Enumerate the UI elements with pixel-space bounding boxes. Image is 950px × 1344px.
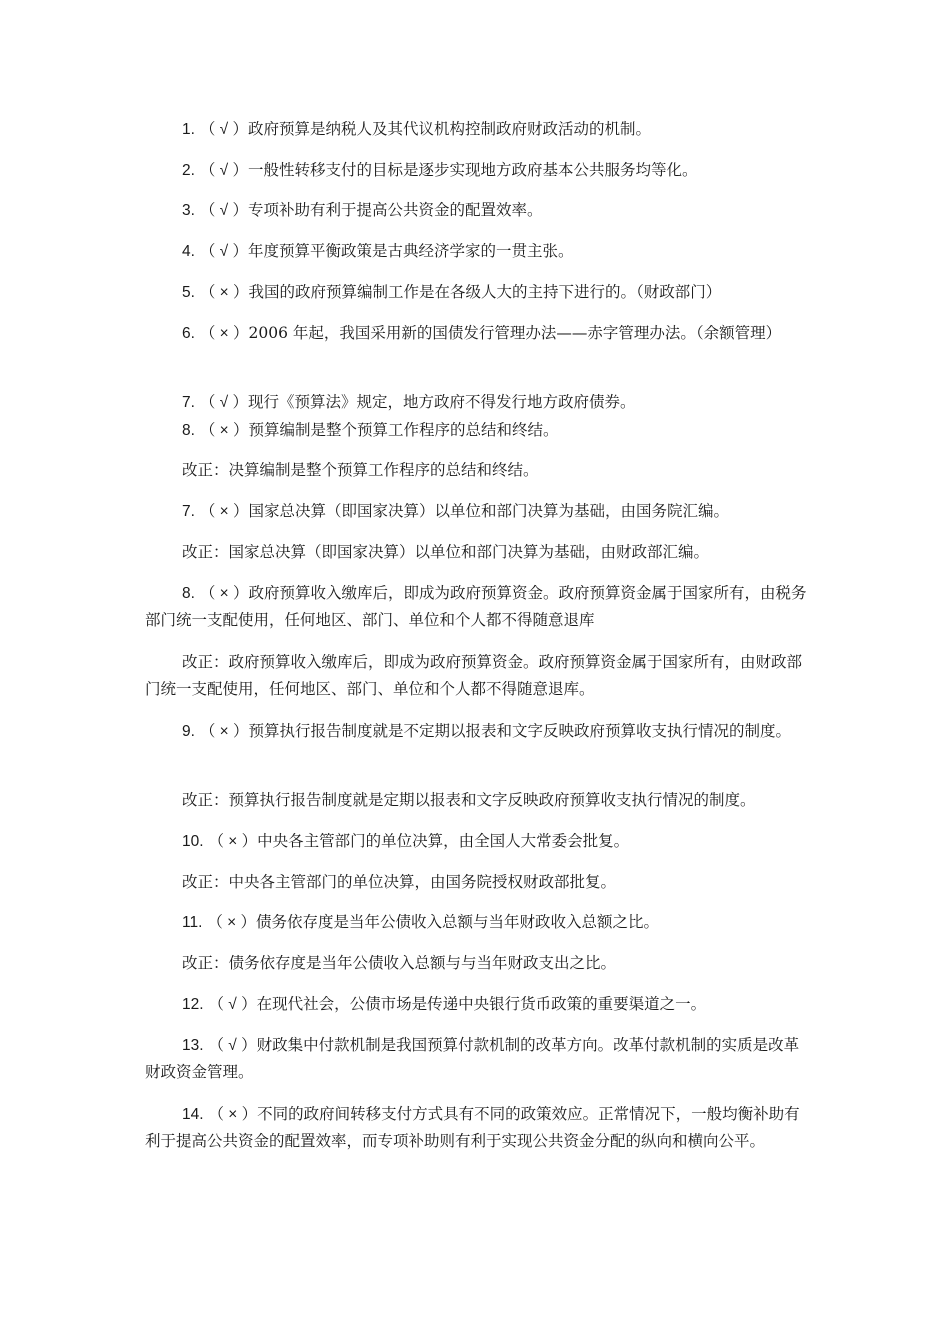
item-text: 中央各主管部门的单位决算，由全国人大常委会批复。 (257, 832, 630, 850)
answer-mark: （ √ ） (199, 394, 248, 411)
item-text: 在现代社会，公债市场是传递中央银行货币政策的重要渠道之一。 (256, 995, 707, 1013)
correction-text: 改正：中央各主管部门的单位决算，由国务院授权财政部批复。 (182, 873, 617, 891)
paragraph-item-10 (145, 828, 810, 855)
paragraph-item-6 (145, 320, 810, 347)
item-text: 2006 年起，我国采用新的国债发行管理办法——赤字管理办法。（余额管理） (248, 324, 782, 342)
item-text: 国家总决算（即国家决算）以单位和部门决算为基础，由国务院汇编。 (248, 502, 730, 520)
item-text: 我国的政府预算编制工作是在各级人大的主持下进行的。（财政部门） (248, 283, 722, 301)
item-text: 政府预算收入缴库后，即成为政府预算资金。政府预算资金属于国家所有，由税务部门统一支配使用，任何地区、部门、单位和个人都不得随意退库 (145, 584, 807, 629)
item-text: 预算执行报告制度就是不定期以报表和文字反映政府预算收支执行情况的制度。 (248, 722, 792, 740)
paragraph-item-11 (145, 909, 810, 936)
correction-text: 改正：国家总决算（即国家决算）以单位和部门决算为基础，由财政部汇编。 (182, 543, 710, 561)
correction-text: 改正：债务依存度是当年公债收入总额与与当年财政支出之比。 (182, 954, 617, 972)
item-number: 8. (182, 422, 195, 439)
item-text: 不同的政府间转移支付方式具有不同的政策效应。正常情况下，一般均衡补助有利于提高公共资金的配置效率，而专项补助则有利于实现公共资金分配的纵向和横向公平。 (145, 1105, 800, 1150)
item-number: 3. (182, 202, 195, 219)
paragraph-item-1 (145, 116, 810, 143)
paragraph-item-12 (145, 991, 810, 1018)
correction-text: 改正：决算编制是整个预算工作程序的总结和终结。 (182, 461, 539, 479)
answer-mark: （ × ） (207, 914, 257, 931)
paragraph-item-8 (145, 417, 810, 444)
paragraph-item-7b (145, 498, 810, 525)
item-number: 7. (182, 503, 195, 520)
answer-mark: （ √ ） (199, 162, 248, 179)
correction-item-8 (145, 457, 810, 484)
answer-mark: （ × ） (199, 585, 249, 602)
paragraph-item-4 (145, 238, 810, 265)
paragraph-item-13 (145, 1032, 810, 1086)
item-number: 4. (182, 243, 195, 260)
item-text: 财政集中付款机制是我国预算付款机制的改革方向。改革付款机制的实质是改革财政资金管理。 (145, 1036, 800, 1081)
item-number: 10. (182, 833, 204, 850)
item-number: 2. (182, 162, 195, 179)
item-number: 1. (182, 121, 195, 138)
item-number: 9. (182, 723, 195, 740)
item-number: 5. (182, 284, 195, 301)
item-text: 年度预算平衡政策是古典经济学家的一贯主张。 (248, 242, 574, 260)
item-text: 债务依存度是当年公债收入总额与当年财政收入总额之比。 (256, 913, 660, 931)
item-number: 7. (182, 394, 195, 411)
item-number: 13. (182, 1037, 204, 1054)
item-text: 政府预算是纳税人及其代议机构控制政府财政活动的机制。 (248, 120, 652, 138)
answer-mark: （ √ ） (199, 243, 248, 260)
item-number: 6. (182, 325, 195, 342)
paragraph-item-2 (145, 157, 810, 184)
item-text: 一般性转移支付的目标是逐步实现地方政府基本公共服务均等化。 (248, 161, 698, 179)
answer-mark: （ √ ） (199, 202, 248, 219)
paragraph-item-5 (145, 279, 810, 306)
answer-mark: （ × ） (208, 833, 258, 850)
answer-mark: （ √ ） (208, 1037, 257, 1054)
item-number: 14. (182, 1106, 204, 1123)
correction-item-9 (145, 787, 810, 814)
correction-item-10 (145, 869, 810, 896)
item-number: 8. (182, 585, 195, 602)
answer-mark: （ × ） (199, 325, 249, 342)
answer-mark: （ × ） (208, 1106, 258, 1123)
item-text: 预算编制是整个预算工作程序的总结和终结。 (248, 421, 559, 439)
answer-mark: （ × ） (199, 723, 249, 740)
correction-text: 改正：政府预算收入缴库后，即成为政府预算资金。政府预算资金属于国家所有，由财政部门统一支配使用，任何地区、部门、单位和个人都不得随意退库。 (145, 653, 803, 698)
correction-item-11 (145, 950, 810, 977)
item-number: 12. (182, 996, 204, 1013)
correction-item-8b (145, 649, 810, 703)
item-text: 现行《预算法》规定，地方政府不得发行地方政府债券。 (248, 393, 636, 411)
item-number: 11. (182, 914, 203, 931)
answer-mark: （ × ） (199, 503, 249, 520)
correction-item-7b (145, 539, 810, 566)
paragraph-item-14 (145, 1101, 810, 1155)
paragraph-item-9 (145, 718, 810, 745)
correction-text: 改正：预算执行报告制度就是定期以报表和文字反映政府预算收支执行情况的制度。 (182, 791, 756, 809)
answer-mark: （ × ） (199, 284, 249, 301)
item-text: 专项补助有利于提高公共资金的配置效率。 (248, 201, 543, 219)
paragraph-item-7 (145, 389, 810, 416)
answer-mark: （ √ ） (199, 121, 248, 138)
paragraph-item-8b (145, 580, 810, 634)
paragraph-item-3 (145, 197, 810, 224)
answer-mark: （ √ ） (208, 996, 257, 1013)
answer-mark: （ × ） (199, 422, 249, 439)
